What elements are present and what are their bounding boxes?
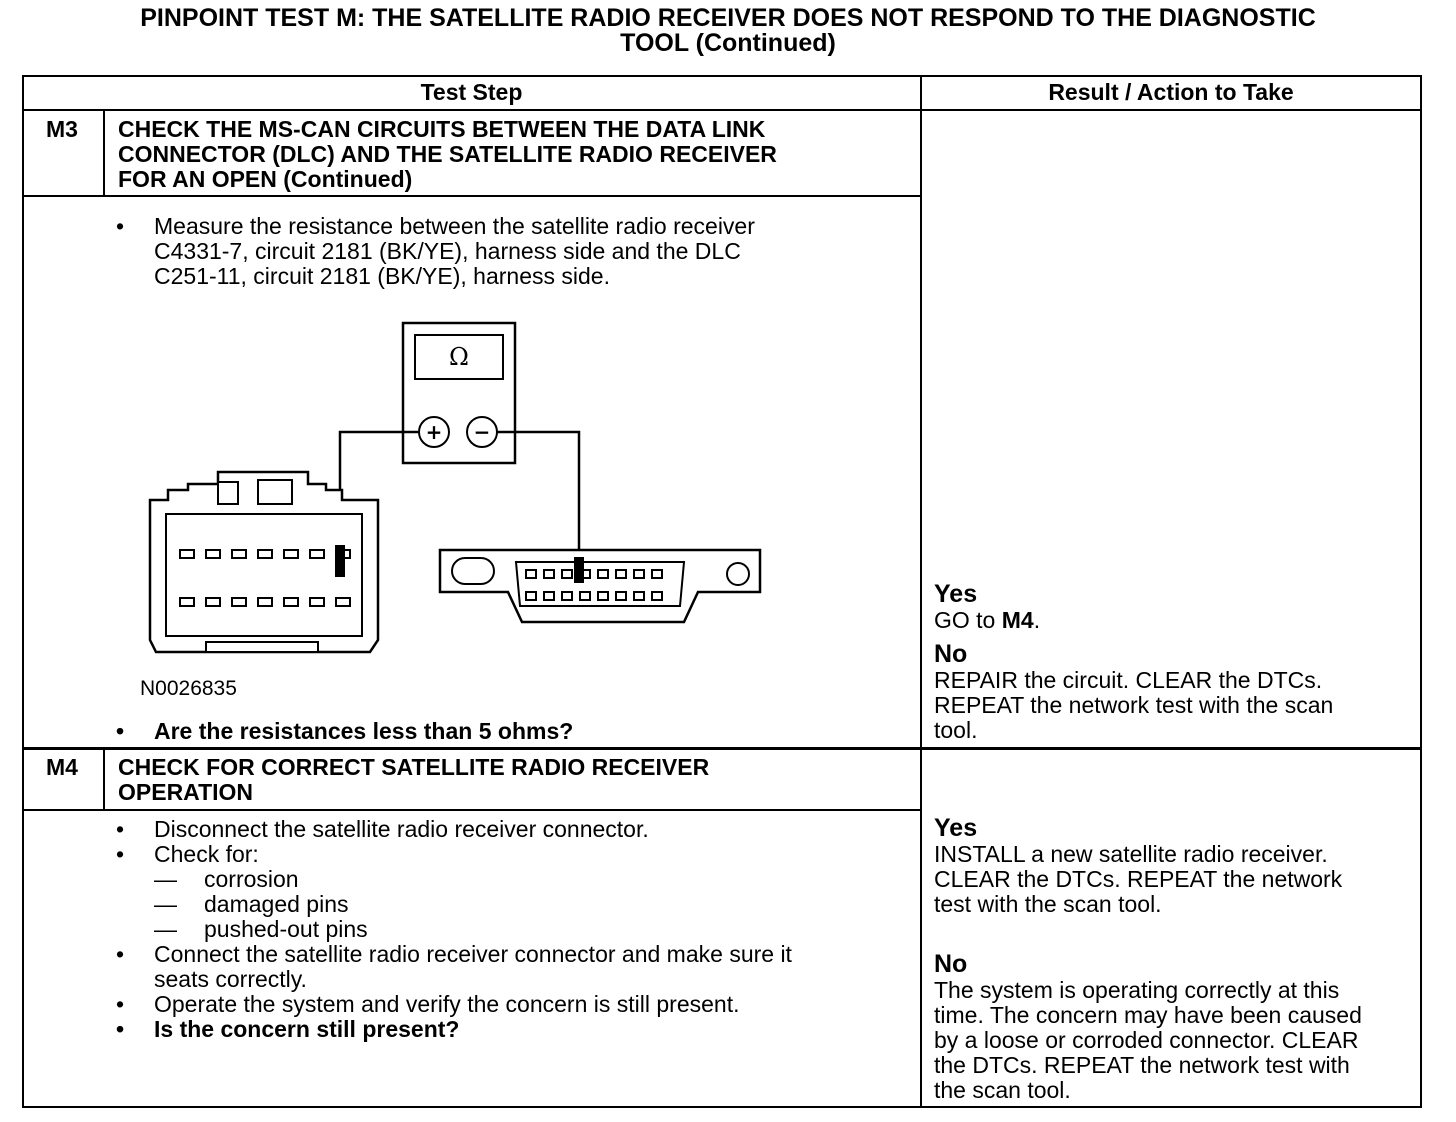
bullet-icon: •	[116, 841, 125, 867]
resistance-measurement-diagram	[120, 300, 800, 720]
m3-bullet-line: Measure the resistance between the satellite radio receiver	[154, 213, 755, 239]
m3-heading-line: FOR AN OPEN (Continued)	[118, 166, 413, 192]
m3-yes-action	[934, 608, 1333, 633]
m4-bullet-connect-line: Connect the satellite radio receiver connector and make sure it	[154, 941, 792, 967]
m4-subitem: pushed-out pins	[204, 916, 368, 942]
m3-heading	[118, 117, 777, 192]
m4-bullet-check: Check for:	[154, 841, 259, 867]
ohmmeter	[403, 323, 515, 463]
m4-bullet-disconnect: Disconnect the satellite radio receiver connector.	[154, 816, 649, 842]
dash-icon: —	[154, 916, 177, 942]
m4-bullet-operate: Operate the system and verify the concern is still present.	[154, 991, 740, 1017]
m3-no-line: tool.	[934, 717, 978, 743]
m4-heading-divider	[22, 809, 921, 811]
bullet-icon: •	[116, 941, 125, 967]
m4-heading-line: CHECK FOR CORRECT SATELLITE RADIO RECEIVER	[118, 754, 710, 780]
m3-step-id: M3	[46, 116, 78, 142]
m3-no-line: REPEAT the network test with the scan	[934, 692, 1334, 718]
m3-no-label: No	[934, 640, 968, 668]
m3-yes-label: Yes	[934, 580, 978, 608]
m4-no-line: by a loose or corroded connector. CLEAR	[934, 1027, 1359, 1053]
m4-result-yes	[934, 815, 1342, 917]
m4-result-no	[934, 951, 1362, 1103]
dash-icon: —	[154, 866, 177, 892]
m3-heading-line: CONNECTOR (DLC) AND THE SATELLITE RADIO RECEIVER	[118, 141, 777, 167]
plus-sign: +	[425, 420, 443, 444]
m3-question	[116, 719, 573, 744]
m4-bullet-connect-line: seats correctly.	[154, 966, 307, 992]
m3-yes-suffix: .	[1033, 607, 1041, 633]
receiver-connector-c4331	[150, 472, 378, 652]
bullet-icon: •	[116, 1016, 125, 1042]
bullet-icon: •	[116, 718, 125, 744]
m3-heading-line: CHECK THE MS-CAN CIRCUITS BETWEEN THE DATA LINK	[118, 116, 766, 142]
title-line-1: PINPOINT TEST M: THE SATELLITE RADIO RECEIVER DOES NOT RESPOND TO THE DIAGNOSTIC	[140, 4, 1316, 32]
m4-question: Is the concern still present?	[154, 1016, 460, 1042]
bullet-icon: •	[116, 213, 125, 239]
header-row-divider	[22, 109, 1422, 111]
ohm-symbol: Ω	[449, 343, 469, 371]
m4-yes-line: CLEAR the DTCs. REPEAT the network	[934, 866, 1343, 892]
m3-result	[934, 581, 1333, 743]
m3-id-divider	[103, 110, 105, 196]
m3-bullet-line: C4331-7, circuit 2181 (BK/YE), harness side and the DLC	[154, 238, 741, 264]
header-result-action: Result / Action to Take	[1048, 79, 1294, 105]
m4-yes-label: Yes	[934, 814, 978, 842]
m4-id-divider	[103, 749, 105, 810]
minus-sign: −	[473, 420, 491, 444]
bullet-icon: •	[116, 991, 125, 1017]
m4-no-label: No	[934, 950, 968, 978]
m4-steps	[116, 817, 792, 1042]
m4-step-id: M4	[46, 754, 78, 780]
m3-no-line: REPAIR the circuit. CLEAR the DTCs.	[934, 667, 1323, 693]
m4-heading-line: OPERATION	[118, 779, 254, 805]
m3-heading-divider	[22, 195, 921, 197]
m3-m4-row-divider	[22, 747, 1422, 750]
m4-yes-line: INSTALL a new satellite radio receiver.	[934, 841, 1328, 867]
m3-bullet-line: C251-11, circuit 2181 (BK/YE), harness side.	[154, 263, 610, 289]
title-line-2: TOOL (Continued)	[620, 29, 836, 57]
page-title	[0, 6, 1456, 56]
figure-id: N0026835	[140, 677, 237, 700]
m3-yes-target: M4	[1001, 607, 1034, 633]
m4-no-line: the scan tool.	[934, 1077, 1071, 1103]
header-test-step: Test Step	[420, 79, 523, 105]
m3-question-text: Are the resistances less than 5 ohms?	[154, 718, 574, 744]
m4-heading	[118, 755, 709, 805]
dash-icon: —	[154, 891, 177, 917]
m4-subitem: corrosion	[204, 866, 299, 892]
column-divider	[920, 75, 922, 1108]
m4-no-line: The system is operating correctly at this	[934, 977, 1340, 1003]
bullet-icon: •	[116, 816, 125, 842]
dlc-connector-c251	[440, 550, 760, 622]
m4-no-line: the DTCs. REPEAT the network test with	[934, 1052, 1350, 1078]
m4-yes-line: test with the scan tool.	[934, 891, 1162, 917]
m4-subitem: damaged pins	[204, 891, 349, 917]
m3-yes-prefix: GO to	[934, 607, 1002, 633]
m3-bullet-measure	[116, 214, 755, 289]
m4-no-line: time. The concern may have been caused	[934, 1002, 1362, 1028]
